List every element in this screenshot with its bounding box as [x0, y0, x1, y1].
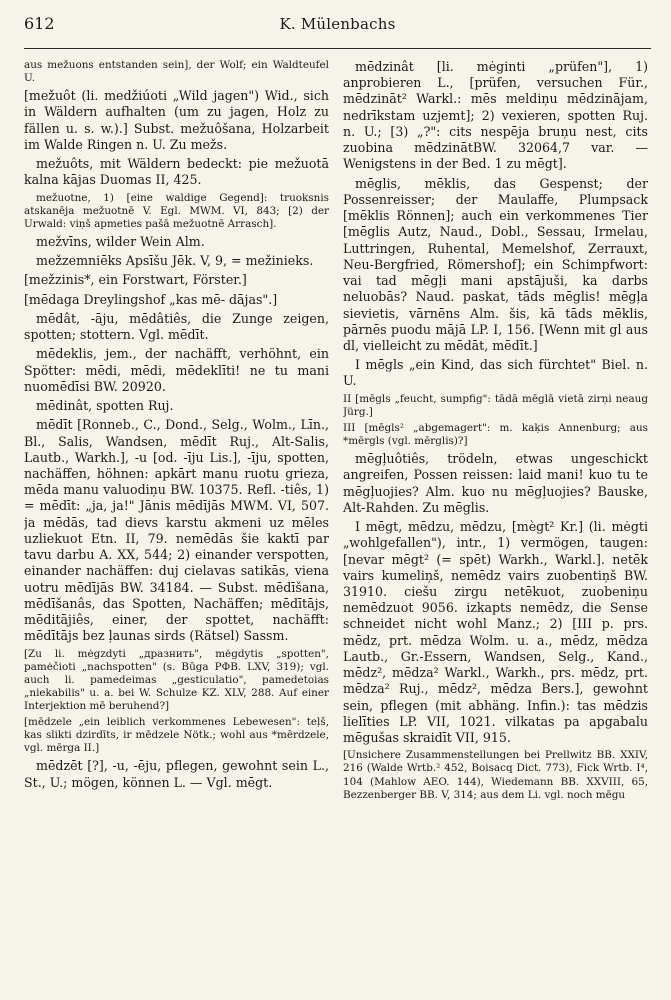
- right-column: [343, 59, 648, 805]
- dictionary-entry: I mēgls „ein Kind, das sich fürchtet" Biel. n. U.: [343, 357, 648, 389]
- text-columns: [24, 59, 651, 805]
- dictionary-entry: mēdzēt [?], -u, -ēju, pflegen, gewohnt sein L., St., U.; mögen, können L. — Vgl. mēgt.: [24, 758, 329, 790]
- dictionary-entry: III [mēgls² „abgemagert": m. kaķis Annenburg; aus *mērgls (vgl. mērglis)?]: [343, 421, 648, 448]
- dictionary-entry: mēdeklis, jem., der nachäfft, verhöhnt, ein Spötter: mēdi, mēdi, mēdeklīti! ne tu mani nuomēdīsi BW. 20920.: [24, 346, 329, 394]
- dictionary-entry: mēglis, mēklis, das Gespenst; der Possenreisser; der Maulaffe, Plumpsack [mēklis Rönnen]; auch ein verkommenes Tier [mēglis Autz, Naud., Dobl., Sessau, Irmelau, Luttringen, Ruhental, Memelshof, Zerrauxt, Neu-Bergfried, Römershof]; ein Schimpfwort: vai tad mēgļi mani apstājuši, ka darbs neluobās? Naud. paskat, tāds mēglis! mēgļa sievietis, vārnēns Alm. šis, kā tāds mēklis, pārnēs puodu mājā LP. I, 156. [Wenn mit gl aus dl, vielleicht zu mēdāt, mēdīt.]: [343, 175, 648, 353]
- dictionary-entry: [Zu li. mėgzdyti „дразнить", mėgdytis „spotten", pamėčioti „nachspotten" (s. Būga РФВ. LXV, 319); vgl. auch li. pamedeimas „gesticulatio", pamedetoias „niekabilis" u. a. bei W. Schulze KZ. XLV, 288. Auf einer Interjektion mē beruhend?]: [24, 647, 329, 713]
- dictionary-entry: mežuotne, 1) [eine waldige Gegend]: truoksnis atskanēja mežuotnē V. Egl. MWM. VI, 843; [2) der Urwald: viņš apmeties pašā mežuotnē Arrasch].: [24, 191, 329, 230]
- dictionary-entry: [Unsichere Zusammenstellungen bei Prellwitz BB. XXIV, 216 (Walde Wrtb.² 452, Boisacq Dict. 773), Fick Wrtb. I⁴, 104 (Mahlow AEO. 144), Wiedemann BB. XXVIII, 65, Bezzenberger BB. V, 314; aus dem Li. vgl. noch mēgu: [343, 749, 648, 801]
- dictionary-entry: mēdīt [Ronneb., C., Dond., Selg., Wolm., Līn., Bl., Salis, Wandsen, mēdīt Ruj., Alt-Salis, Lautb., Warkh.], -u [od. -īju Lis.], -īju, spotten, nachäffen, höhnen: apkārt manu ruotu grieza, mēda manu valuodiņu BW. 10375. Refl. -tiês, 1) = mēdīt: „ja, ja!" Jānis mēdījās MWM. VI, 507. ja mēdās, tad dievs karstu akmeni uz mēles uzliekuot Etn. II, 79. nemēdās šie kaktī par tavu darbu A. XX, 544; 2) einander verspotten, einander nachäffen: duj cielavas satikās, viena uotru mēdījās BW. 34184. — Subst. mēdīšana, mēdīšanâs, das Spotten, Nachäffen; mēdītājs, mēditājiês, einer, der spottet, nachäfft: mēdītājs bez ļaunas sirds (Rätsel) Sassm.: [24, 417, 329, 644]
- dictionary-entry: mēgļuôtiês, trödeln, etwas ungeschickt angreifen, Possen reissen: laid mani! kuo tu te mēgļuojies? Alm. kuo nu mēgļuojies? Bauske, Alt-Rahden. Zu mēglis.: [343, 451, 648, 515]
- running-head: K. Mülenbachs: [279, 15, 396, 33]
- dictionary-entry: mēdinât, spotten Ruj.: [36, 398, 174, 414]
- dictionary-entry: I mēgt, mēdzu, mēdzu, [mègt² Kr.] (li. mėgti „wohlgefallen"), intr., 1) vermögen, taugen: [nevar mēgt² (= spēt) Warkh., Warkl.]. netēk vairs kumeliņš, nemēdz vairs zuobentiņš BW. 31910. ciešu zirgu netēkuot, zuobeniņu nemēdzuot 9056. izkapts nemēdz, die Sense schneidet nicht wohl Manz.; 2) [III p. prs. mēdz, prt. mēdza Wolm. u. a., mēdz, mēdza Lautb., Gr.-Essern, Wandsen, Selg., Kand., mēdz², mēdza² Warkl., Warkh., prs. mēdz, prt. mēdza² Ruj., mēdz², mēdza Bers.], gewohnt sein, pflegen (mit abhäng. Infin.): tas mēdzis lielīties LP. VII, 1021. vilkatas pa apgabalu mēgušas skraidīt VII, 915.: [343, 519, 648, 746]
- dictionary-entry: mēdzinât [li. mėginti „prüfen"], 1) anprobieren L., [prüfen, versuchen Für., mēdzināt² Warkl.: mēs meldiņu mēdzinājam, nedrīkstam uzjemt]; 2) vexieren, spotten Ruj. n. U.; [3) „?": cits nespēja bruņu nest, cits zuobina mēdzinātBW. 32064,7 var. — Wenigstens in der Bed. 1 zu mēgt].: [343, 59, 648, 172]
- dictionary-entry: aus mežuons entstanden sein], der Wolf; ein Waldteufel U.: [24, 59, 329, 85]
- dictionary-entry: [mežuôt (li. medžiúoti „Wild jagen") Wid., sich in Wäldern aufhalten (um zu jagen, Holz zu fällen u. s. w.).] Subst. mežuôšana, Holzarbeit im Walde Ringen n. U. Zu mežs.: [24, 88, 329, 152]
- page-number: 612: [24, 14, 55, 33]
- left-column: [24, 59, 329, 805]
- dictionary-entry: mežuôts, mit Wäldern bedeckt: pie mežuotā kalna kājas Duomas II, 425.: [24, 156, 329, 188]
- dictionary-entry: [mēdzele „ein leiblich verkommenes Lebewesen": teļš, kas slikti dzirdīts, ir mēdzele Nötk.; wohl aus *mērdzele, vgl. mērga II.]: [24, 716, 329, 755]
- dictionary-entry: mēdât, -āju, mēdâtiês, die Zunge zeigen, spotten; stottern. Vgl. mēdīt.: [24, 310, 329, 343]
- page-header: [24, 14, 651, 49]
- dictionary-entry: [mēdaga Dreylingshof „kas mē- dājas".]: [24, 291, 278, 307]
- dictionary-entry: [mežzinis*, ein Forstwart, Förster.]: [24, 272, 247, 288]
- dictionary-entry: II [mēgls „feucht, sumpfig": tādā mēglā vietā zirņi neaug Jürg.]: [343, 392, 648, 418]
- dictionary-entry: mežvīns, wilder Wein Alm.: [36, 233, 205, 249]
- dictionary-entry: mežzemniēks Apsīšu Jēk. V, 9, = mežinieks.: [36, 253, 314, 269]
